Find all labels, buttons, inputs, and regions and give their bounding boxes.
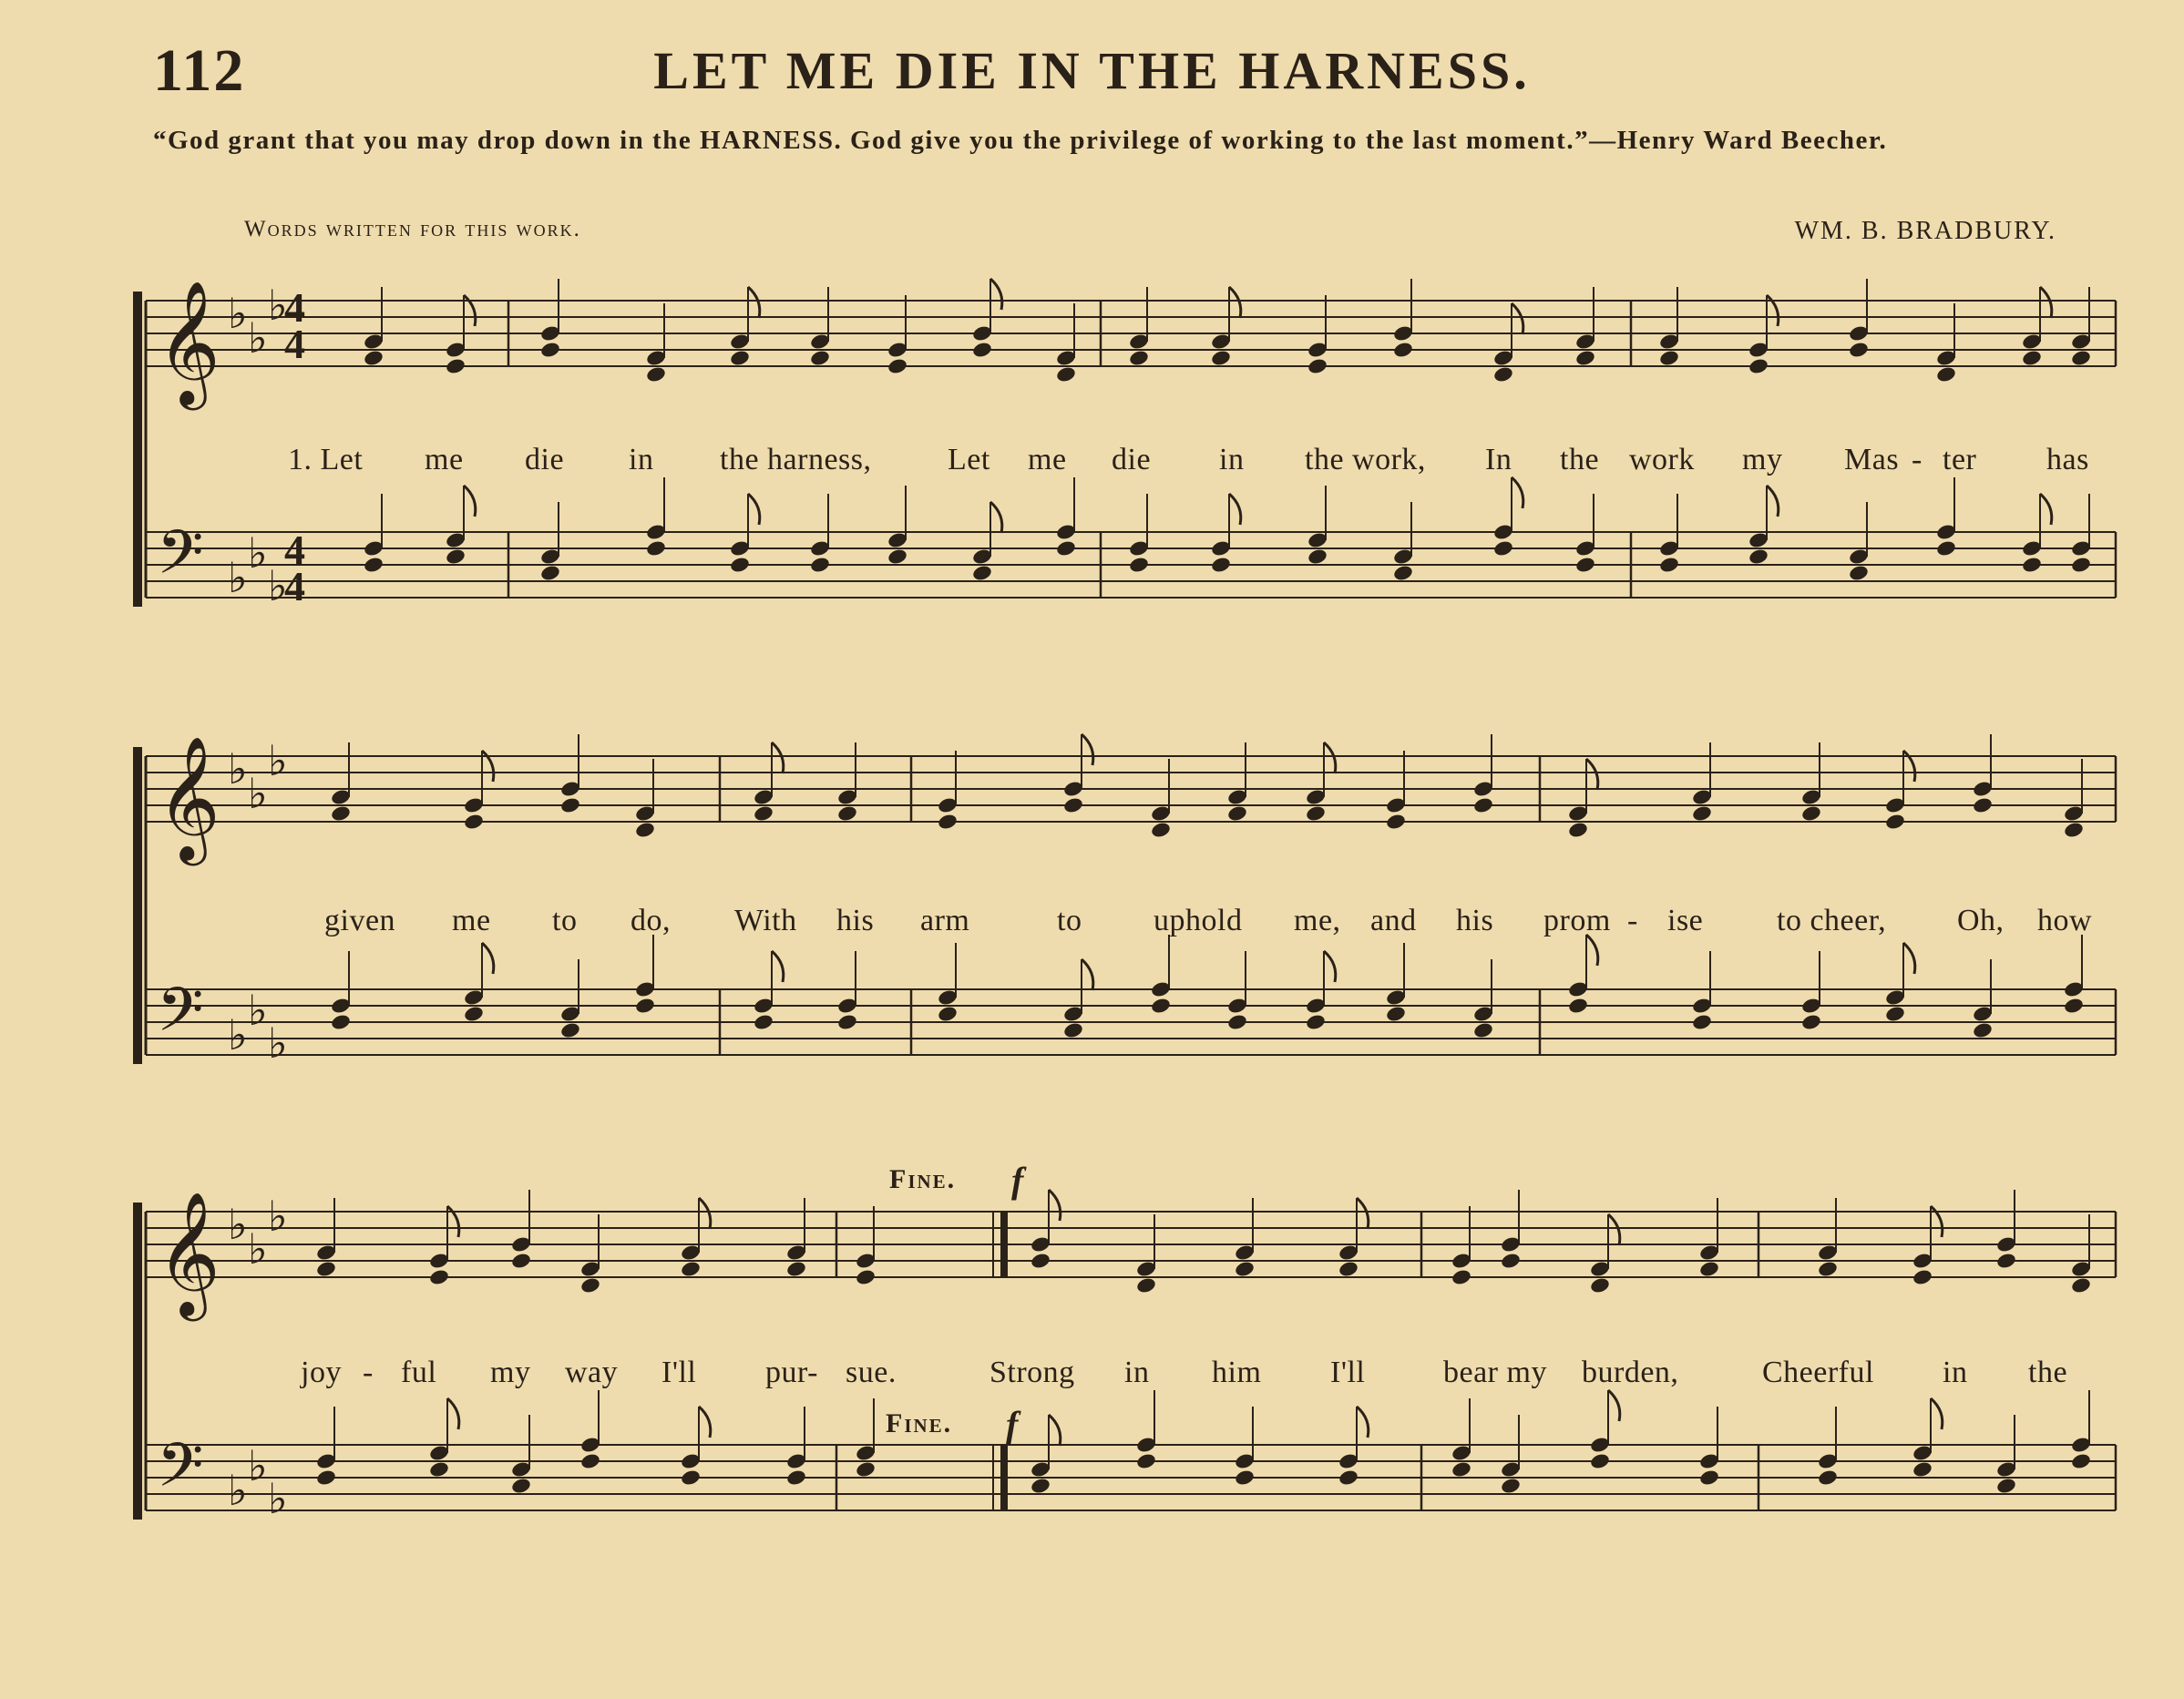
lyric-syllable: In bbox=[1485, 443, 1512, 476]
note-flag bbox=[748, 494, 760, 525]
note-flag bbox=[1049, 1190, 1061, 1221]
note-flag bbox=[699, 1407, 711, 1438]
time-signature-bottom: 4 bbox=[284, 321, 305, 367]
note-head bbox=[579, 1276, 601, 1295]
note-head bbox=[1128, 349, 1150, 367]
note-head bbox=[855, 1460, 877, 1479]
lyric-syllable: him bbox=[1212, 1356, 1262, 1389]
note-head bbox=[1128, 556, 1150, 574]
lyric-syllable: prom bbox=[1543, 904, 1611, 937]
note-flag bbox=[1229, 287, 1241, 318]
note-flag bbox=[2040, 494, 2052, 525]
note-flag bbox=[1357, 1407, 1369, 1438]
bass-clef-icon: 𝄢 bbox=[157, 517, 204, 602]
flat-sign-icon: ♭ bbox=[268, 1474, 288, 1523]
lyric-syllable: the harness, bbox=[720, 443, 872, 476]
note-flag bbox=[2040, 287, 2052, 318]
note-head bbox=[645, 365, 667, 384]
note-head bbox=[2070, 1452, 2092, 1470]
note-head bbox=[445, 357, 467, 375]
flat-sign-icon: ♭ bbox=[228, 553, 248, 602]
note-flag bbox=[1586, 759, 1598, 790]
note-head bbox=[1472, 796, 1494, 814]
lyric-syllable: do, bbox=[631, 904, 671, 937]
lyric-syllable: and bbox=[1370, 904, 1417, 937]
note-head bbox=[510, 1252, 532, 1270]
time-signature-bottom: 4 bbox=[284, 563, 305, 609]
note-head bbox=[1884, 813, 1906, 831]
note-head bbox=[1500, 1252, 1522, 1270]
note-head bbox=[1472, 1021, 1494, 1039]
fine-marker-bass: Fine. bbox=[886, 1408, 953, 1438]
note-head bbox=[428, 1460, 450, 1479]
lyric-syllable: Mas bbox=[1844, 443, 1900, 476]
note-head bbox=[1305, 804, 1327, 823]
lyric-syllable: die bbox=[525, 443, 565, 476]
time-signature-treble bbox=[284, 284, 305, 367]
note-head bbox=[330, 804, 352, 823]
forte-marker-bass: f bbox=[1006, 1404, 1019, 1445]
note-head bbox=[836, 804, 858, 823]
note-head bbox=[645, 539, 667, 558]
words-credit: Words written for this work. bbox=[244, 217, 581, 241]
note-head bbox=[1062, 1021, 1084, 1039]
note-head bbox=[1658, 556, 1680, 574]
flat-sign-icon: ♭ bbox=[248, 1224, 268, 1274]
note-head bbox=[363, 349, 385, 367]
note-head bbox=[1935, 365, 1957, 384]
lyric-syllable: Strong bbox=[989, 1356, 1075, 1389]
lyric-syllable: I'll bbox=[661, 1356, 697, 1389]
note-head bbox=[753, 804, 774, 823]
lyric-syllable: ful bbox=[401, 1356, 437, 1389]
note-head bbox=[1698, 1260, 1720, 1278]
flat-sign-icon: ♭ bbox=[268, 561, 288, 610]
lyric-syllable: me bbox=[452, 904, 491, 937]
fine-marker-treble: Fine. bbox=[889, 1164, 957, 1194]
note-head bbox=[1500, 1477, 1522, 1495]
time-signature-top: 4 bbox=[284, 527, 305, 573]
bass-clef-icon: 𝄢 bbox=[157, 1430, 204, 1515]
flat-sign-icon: ♭ bbox=[268, 1018, 288, 1068]
fine-double-bar bbox=[1000, 1445, 1008, 1510]
note-head bbox=[1935, 539, 1957, 558]
note-head bbox=[1800, 804, 1822, 823]
note-head bbox=[634, 821, 656, 839]
note-head bbox=[887, 548, 908, 566]
note-head bbox=[1574, 349, 1596, 367]
lyric-syllable: in bbox=[1943, 1356, 1968, 1389]
treble-clef-icon: 𝄞 bbox=[157, 1190, 220, 1315]
lyric-syllable: work bbox=[1629, 443, 1695, 476]
note-head bbox=[559, 1021, 581, 1039]
note-head bbox=[1338, 1469, 1359, 1487]
note-head bbox=[579, 1452, 601, 1470]
flat-sign-icon: ♭ bbox=[228, 1466, 248, 1515]
lyric-syllable: the bbox=[2028, 1356, 2068, 1389]
note-flag bbox=[990, 279, 1002, 310]
note-head bbox=[1226, 1013, 1248, 1031]
note-head bbox=[445, 548, 467, 566]
flat-sign-icon: ♭ bbox=[248, 1441, 268, 1490]
note-head bbox=[1817, 1260, 1839, 1278]
note-head bbox=[1492, 539, 1514, 558]
note-head bbox=[1234, 1469, 1256, 1487]
note-head bbox=[937, 1005, 959, 1023]
note-head bbox=[680, 1469, 702, 1487]
note-flag bbox=[482, 943, 494, 974]
lyric-syllable: - bbox=[1912, 443, 1923, 476]
flat-sign-icon: ♭ bbox=[248, 313, 268, 363]
page-title: LET ME DIE IN THE HARNESS. bbox=[653, 41, 1531, 100]
note-head bbox=[1062, 796, 1084, 814]
flat-sign-icon: ♭ bbox=[228, 289, 248, 338]
note-head bbox=[634, 997, 656, 1015]
note-head bbox=[836, 1013, 858, 1031]
note-flag bbox=[699, 1198, 711, 1229]
note-head bbox=[1567, 821, 1589, 839]
note-head bbox=[1691, 804, 1713, 823]
note-flag bbox=[1931, 1398, 1943, 1429]
lyric-syllable: way bbox=[565, 1356, 619, 1389]
note-flag bbox=[447, 1398, 459, 1429]
lyric-syllable: the bbox=[1560, 443, 1600, 476]
lyric-syllable: me bbox=[1028, 443, 1067, 476]
note-head bbox=[887, 357, 908, 375]
flat-sign-icon: ♭ bbox=[228, 1200, 248, 1249]
flat-sign-icon: ♭ bbox=[268, 736, 288, 785]
note-head bbox=[539, 564, 561, 582]
lyric-syllable: to bbox=[1057, 904, 1082, 937]
lyric-syllable: my bbox=[490, 1356, 531, 1389]
lyric-syllable: - bbox=[363, 1356, 374, 1389]
lyric-syllable: how bbox=[2037, 904, 2093, 937]
lyric-syllable: the work, bbox=[1305, 443, 1426, 476]
lyric-syllable: my bbox=[1742, 443, 1783, 476]
system-bracket bbox=[133, 292, 142, 607]
note-head bbox=[1658, 349, 1680, 367]
note-head bbox=[539, 341, 561, 359]
page-number: 112 bbox=[153, 37, 246, 104]
note-head bbox=[1972, 1021, 1994, 1039]
time-signature-top: 4 bbox=[284, 284, 305, 331]
note-head bbox=[785, 1469, 807, 1487]
note-head bbox=[1305, 1013, 1327, 1031]
note-flag bbox=[1608, 1390, 1620, 1421]
note-head bbox=[428, 1268, 450, 1286]
flat-sign-icon: ♭ bbox=[248, 528, 268, 578]
flat-sign-icon: ♭ bbox=[268, 1192, 288, 1241]
lyric-syllable: in bbox=[1124, 1356, 1150, 1389]
note-head bbox=[559, 796, 581, 814]
note-head bbox=[1392, 341, 1414, 359]
lyric-syllable: his bbox=[1456, 904, 1494, 937]
lyric-syllable: me bbox=[425, 443, 464, 476]
note-head bbox=[1451, 1460, 1472, 1479]
note-head bbox=[1972, 796, 1994, 814]
note-head bbox=[1691, 1013, 1713, 1031]
note-flag bbox=[464, 486, 476, 517]
note-head bbox=[330, 1013, 352, 1031]
note-flag bbox=[772, 742, 784, 773]
note-flag bbox=[990, 502, 1002, 533]
note-flag bbox=[1082, 959, 1093, 990]
note-head bbox=[937, 813, 959, 831]
note-head bbox=[1385, 1005, 1407, 1023]
note-head bbox=[1307, 357, 1328, 375]
flat-sign-icon: ♭ bbox=[268, 281, 288, 330]
lyric-syllable: has bbox=[2046, 443, 2089, 476]
note-head bbox=[1589, 1452, 1611, 1470]
note-flag bbox=[1324, 951, 1336, 982]
treble-clef-icon: 𝄞 bbox=[157, 734, 220, 860]
note-head bbox=[363, 556, 385, 574]
lyric-syllable: sue. bbox=[846, 1356, 897, 1389]
note-flag bbox=[772, 951, 784, 982]
lyric-syllable: ter bbox=[1943, 443, 1977, 476]
note-head bbox=[1800, 1013, 1822, 1031]
lyric-syllable: bear my bbox=[1443, 1356, 1547, 1389]
note-head bbox=[463, 1005, 485, 1023]
system-bracket bbox=[133, 1203, 142, 1520]
note-head bbox=[1150, 997, 1172, 1015]
lyric-syllable: I'll bbox=[1330, 1356, 1366, 1389]
note-head bbox=[809, 556, 831, 574]
note-head bbox=[1210, 349, 1232, 367]
note-head bbox=[855, 1268, 877, 1286]
note-head bbox=[1385, 813, 1407, 831]
note-head bbox=[1338, 1260, 1359, 1278]
note-flag bbox=[1324, 742, 1336, 773]
note-head bbox=[1135, 1452, 1157, 1470]
note-head bbox=[1884, 1005, 1906, 1023]
fine-double-bar bbox=[1000, 1212, 1008, 1277]
note-head bbox=[2070, 349, 2092, 367]
note-head bbox=[1055, 539, 1077, 558]
note-head bbox=[1030, 1252, 1051, 1270]
lyric-syllable: pur- bbox=[765, 1356, 818, 1389]
flat-sign-icon: ♭ bbox=[228, 744, 248, 793]
system-bracket bbox=[133, 747, 142, 1064]
lyric-syllable: 1. Let bbox=[288, 443, 364, 476]
note-flag bbox=[1512, 477, 1523, 508]
note-head bbox=[680, 1260, 702, 1278]
lyric-syllable: to cheer, bbox=[1777, 904, 1887, 937]
note-head bbox=[971, 564, 993, 582]
note-head bbox=[729, 556, 751, 574]
note-flag bbox=[1608, 1214, 1620, 1245]
lyric-syllable: - bbox=[1627, 904, 1638, 937]
note-head bbox=[510, 1477, 532, 1495]
lyric-syllable: in bbox=[1219, 443, 1245, 476]
lyric-syllable: me, bbox=[1294, 904, 1341, 937]
lyric-syllable: uphold bbox=[1154, 904, 1243, 937]
note-head bbox=[971, 341, 993, 359]
note-head bbox=[2063, 821, 2085, 839]
lyric-syllable: joy bbox=[301, 1356, 342, 1389]
note-head bbox=[1574, 556, 1596, 574]
forte-marker-treble: f bbox=[1011, 1160, 1024, 1201]
lyric-syllable: to bbox=[552, 904, 578, 937]
lyric-syllable: burden, bbox=[1582, 1356, 1679, 1389]
note-head bbox=[1848, 341, 1870, 359]
bass-clef-icon: 𝄢 bbox=[157, 975, 204, 1059]
epigraph-quote: “God grant that you may drop down in the HARNESS. God give you the privilege of working to the last moment.”—Henry Ward Beecher. bbox=[153, 126, 1888, 155]
note-head bbox=[1030, 1477, 1051, 1495]
note-head bbox=[2070, 1276, 2092, 1295]
note-flag bbox=[1357, 1198, 1369, 1229]
flat-sign-icon: ♭ bbox=[248, 769, 268, 818]
note-head bbox=[1307, 548, 1328, 566]
note-head bbox=[1234, 1260, 1256, 1278]
note-head bbox=[1995, 1252, 2017, 1270]
note-head bbox=[1995, 1477, 2017, 1495]
note-flag bbox=[1767, 486, 1779, 517]
note-head bbox=[463, 813, 485, 831]
lyric-syllable: With bbox=[734, 904, 797, 937]
note-head bbox=[315, 1260, 337, 1278]
note-head bbox=[1226, 804, 1248, 823]
lyric-syllable: die bbox=[1112, 443, 1152, 476]
note-flag bbox=[1512, 303, 1523, 334]
note-head bbox=[753, 1013, 774, 1031]
note-head bbox=[729, 349, 751, 367]
note-head bbox=[2021, 556, 2043, 574]
note-flag bbox=[1903, 943, 1915, 974]
flat-sign-icon: ♭ bbox=[228, 1010, 248, 1059]
note-head bbox=[1392, 564, 1414, 582]
treble-clef-icon: 𝄞 bbox=[157, 279, 220, 404]
note-head bbox=[315, 1469, 337, 1487]
note-head bbox=[1589, 1276, 1611, 1295]
note-flag bbox=[1229, 494, 1241, 525]
note-head bbox=[1912, 1460, 1933, 1479]
note-head bbox=[1150, 821, 1172, 839]
composer-credit: WM. B. BRADBURY. bbox=[1794, 217, 2056, 245]
note-head bbox=[1817, 1469, 1839, 1487]
lyric-syllable: Oh, bbox=[1957, 904, 2005, 937]
lyric-syllable: Cheerful bbox=[1762, 1356, 1874, 1389]
time-signature-bass bbox=[284, 527, 305, 609]
note-head bbox=[1698, 1469, 1720, 1487]
lyric-syllable: arm bbox=[920, 904, 970, 937]
note-head bbox=[1492, 365, 1514, 384]
note-head bbox=[1912, 1268, 1933, 1286]
note-head bbox=[1210, 556, 1232, 574]
note-head bbox=[2063, 997, 2085, 1015]
note-head bbox=[1135, 1276, 1157, 1295]
note-head bbox=[1055, 365, 1077, 384]
note-head bbox=[1748, 357, 1769, 375]
note-head bbox=[1451, 1268, 1472, 1286]
note-flag bbox=[1049, 1415, 1061, 1446]
note-head bbox=[1567, 997, 1589, 1015]
lyric-syllable: given bbox=[324, 904, 396, 937]
lyric-syllable: in bbox=[629, 443, 654, 476]
note-flag bbox=[1082, 734, 1093, 765]
lyric-syllable: Let bbox=[948, 443, 990, 476]
note-head bbox=[809, 349, 831, 367]
note-flag bbox=[1586, 935, 1598, 966]
lyric-syllable: his bbox=[836, 904, 875, 937]
note-head bbox=[1748, 548, 1769, 566]
note-head bbox=[2021, 349, 2043, 367]
flat-sign-icon: ♭ bbox=[248, 986, 268, 1035]
note-head bbox=[2070, 556, 2092, 574]
lyric-syllable: ise bbox=[1667, 904, 1704, 937]
note-head bbox=[1848, 564, 1870, 582]
note-flag bbox=[748, 287, 760, 318]
note-head bbox=[785, 1260, 807, 1278]
